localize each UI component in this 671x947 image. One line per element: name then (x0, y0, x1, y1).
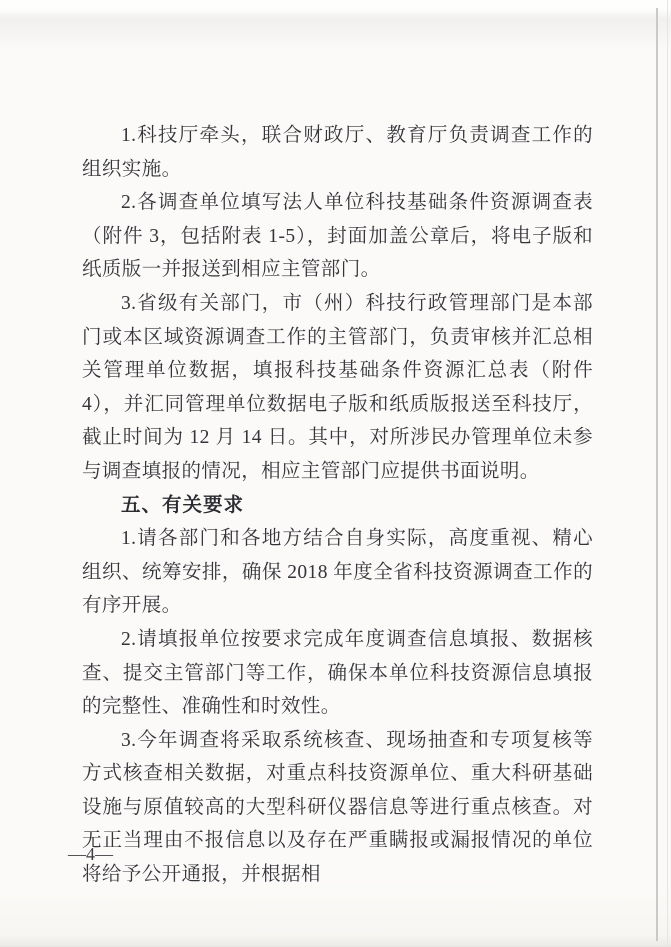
section-heading: 五、有关要求 (121, 493, 245, 516)
paragraph-3: 3.省级有关部门，市（州）科技行政管理部门是本部门或本区域资源调查工作的主管部门，负责审核并汇总相关管理单位数据，填报科技基础条件资源汇总表（附件 4），并汇同管理单位数据电子版和纸质版报送至科技厅，截止时间为 12 月 14 日。其中，对所涉民办管理单位未参与调查填报的情况，相应主管部门应提供书面说明。 (82, 292, 593, 482)
paragraph-4: 1.请各部门和各地方结合自身实际，高度重视、精心组织、统筹安排，确保 2018 年度全省科技资源调查工作的有序开展。 (82, 528, 593, 617)
page-edge-faint-line (667, 0, 668, 947)
paragraph-2: 2.各调查单位填写法人单位科技基础条件资源调查表（附件 3，包括附表 1-5），封面加盖公章后，将电子版和纸质版一并报送到相应主管部门。 (82, 192, 593, 281)
paragraph-5: 2.请填报单位按要求完成年度调查信息填报、数据核查、提交主管部门等工作，确保本单位科技资源信息填报的完整性、准确性和时效性。 (82, 628, 593, 718)
paragraph-6: 3.今年调查将采取系统核查、现场抽查和专项复核等方式核查相关数据，对重点科技资源单位、重大科研基础设施与原值较高的大型科研仪器信息等进行重点核查。对无正当理由不报信息以及存在严重瞒报或漏报情况的单位将给予公开通报，并根据相 (82, 729, 593, 886)
page-edge-right-line (656, 8, 658, 941)
page-number: —4— (68, 844, 113, 864)
document-body (82, 119, 593, 892)
paragraph-1: 1.科技厅牵头，联合财政厅、教育厅负责调查工作的组织实施。 (82, 125, 593, 180)
